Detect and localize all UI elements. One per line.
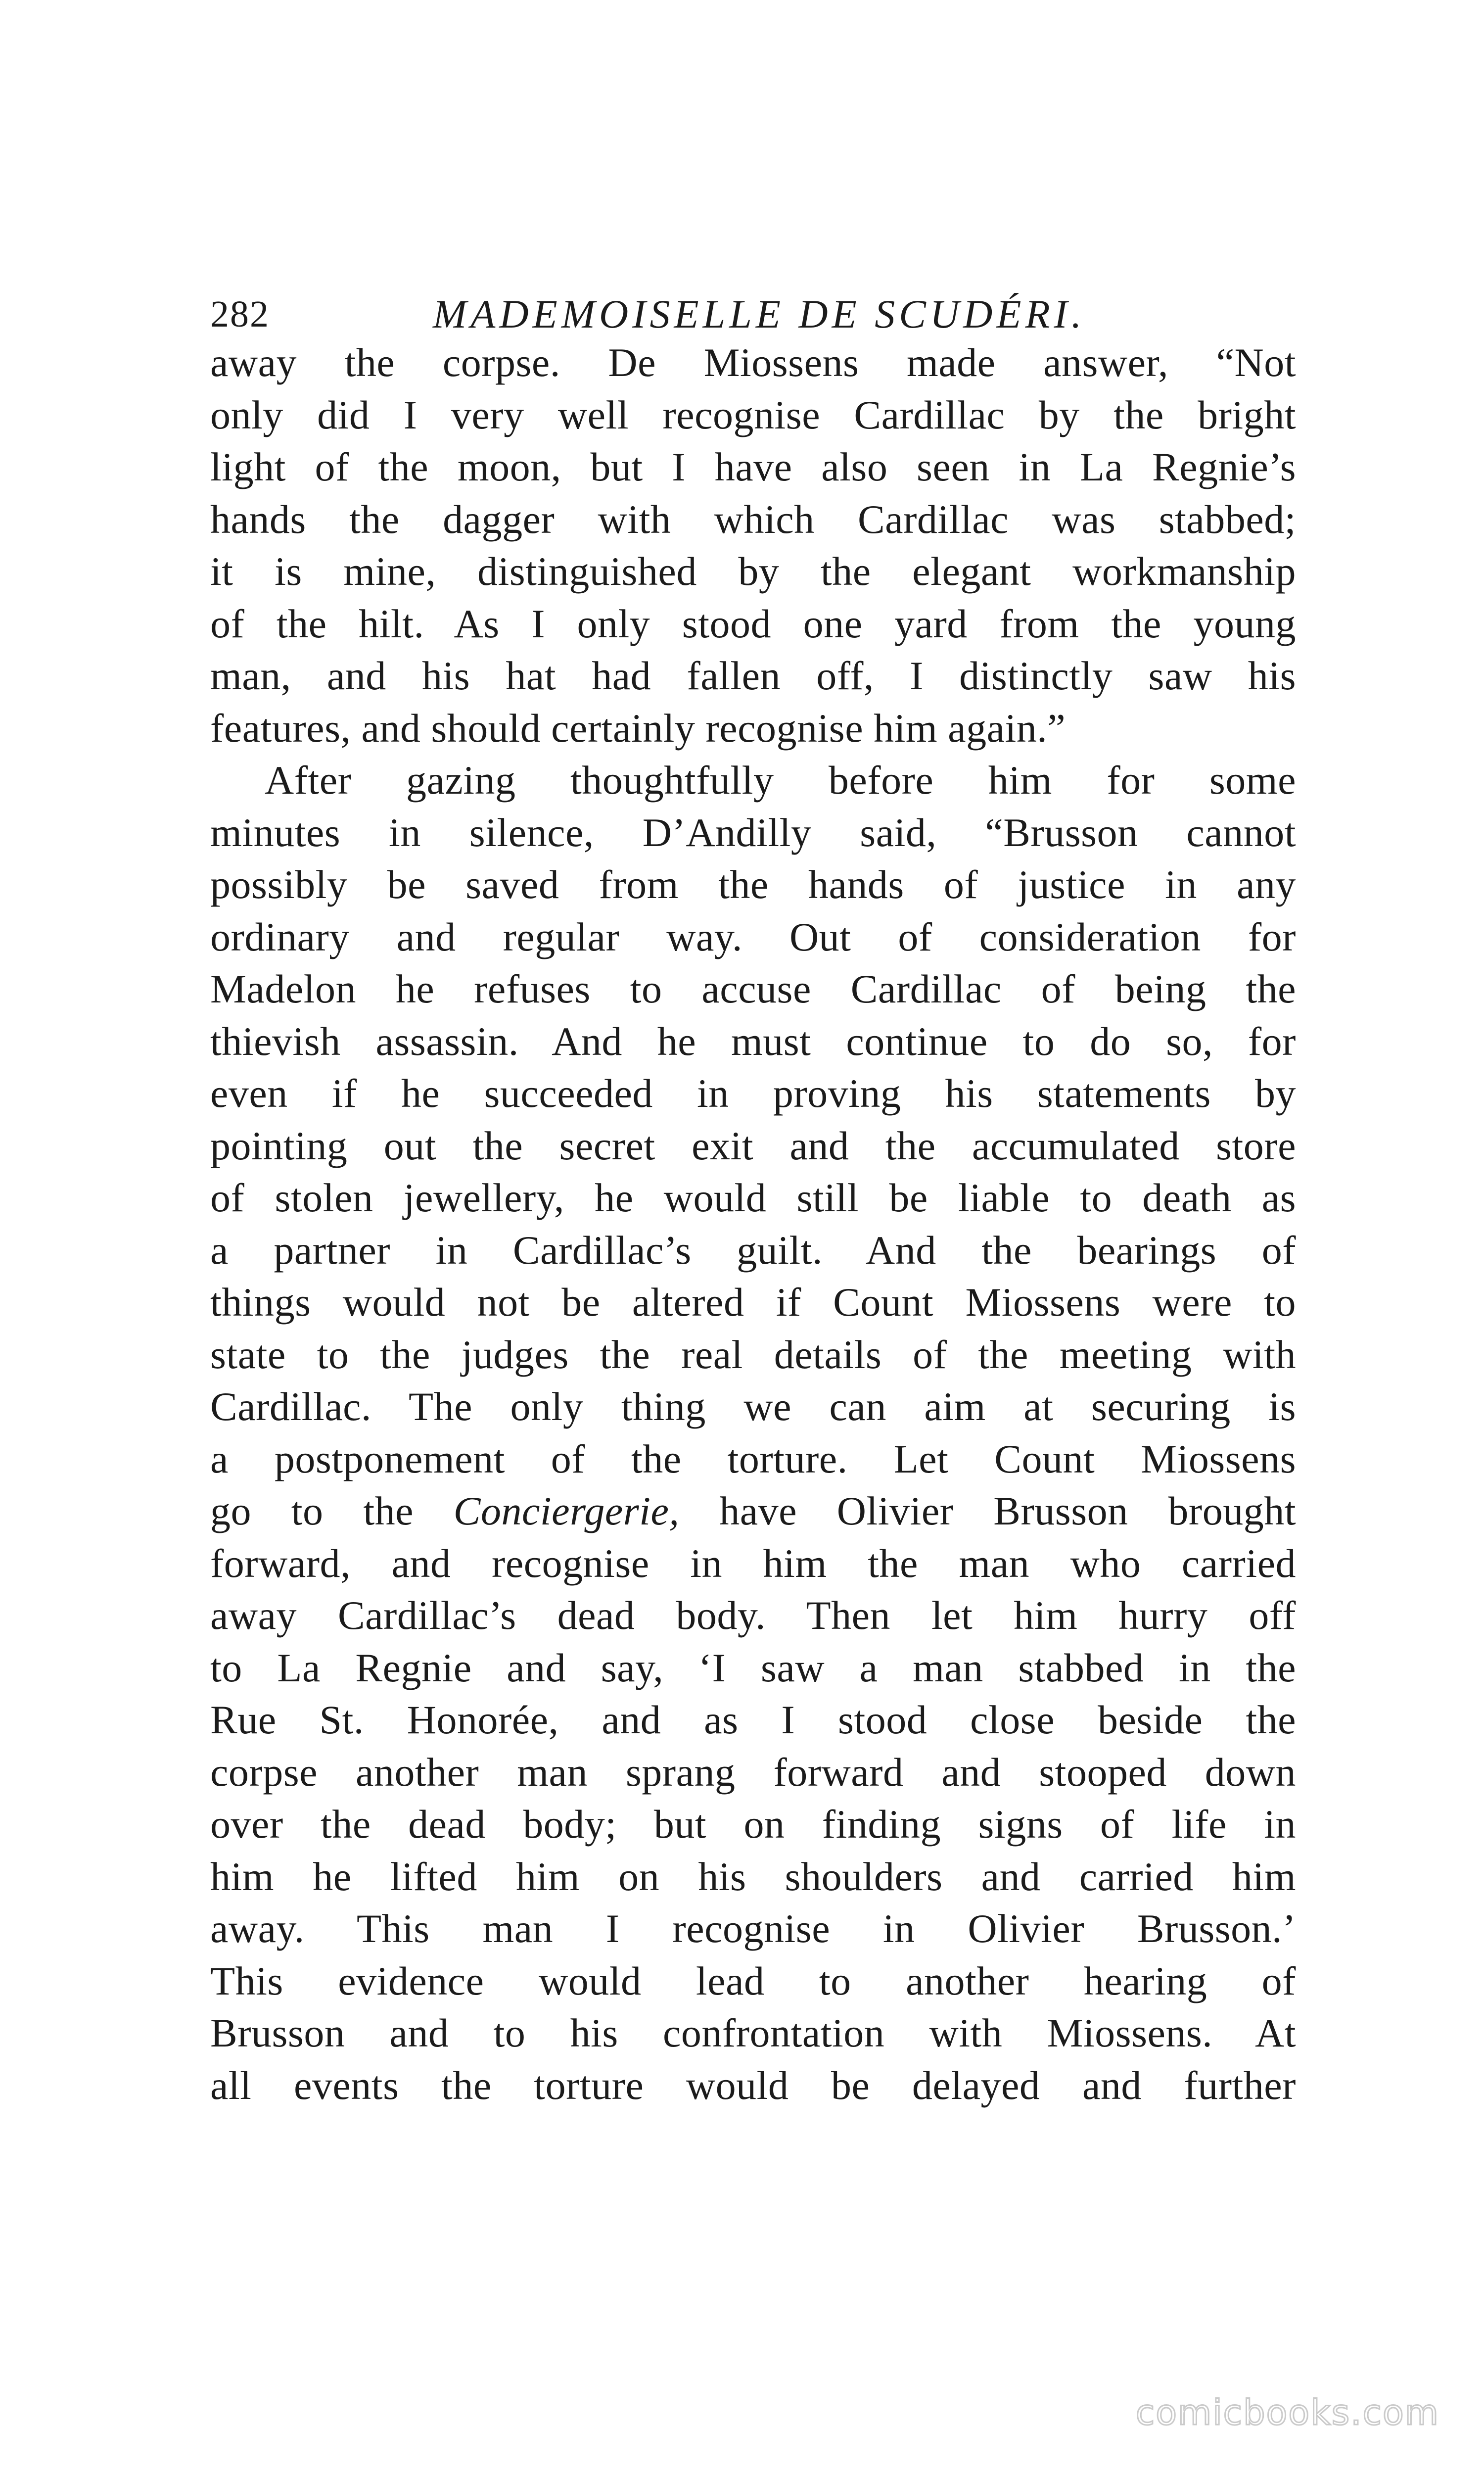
text-line: things would not be altered if Count Miossens were to — [210, 1280, 1296, 1325]
text-line: thievish assassin. And he must continue to do so, for — [210, 1018, 1296, 1064]
text-line: ordinary and regular way. Out of consideration for — [210, 914, 1296, 959]
text-line: only did I very well recognise Cardillac by the bright — [210, 392, 1296, 437]
text-line: forward, and recognise in him the man who carried — [210, 1540, 1296, 1586]
text-line: him he lifted him on his shoulders and carried him — [210, 1854, 1296, 1899]
text-line: This evidence would lead to another hearing of — [210, 1958, 1296, 2003]
text-line: man, and his hat had fallen off, I distinctly saw his — [210, 653, 1296, 698]
text-line — [210, 1485, 1296, 1537]
text-line: over the dead body; but on finding signs of life in — [210, 1802, 1296, 1847]
text-line: away Cardillac’s dead body. Then let him hurry off — [210, 1593, 1296, 1638]
text-line: even if he succeeded in proving his statements by — [210, 1071, 1296, 1116]
text-line: it is mine, distinguished by the elegant workmanship — [210, 549, 1296, 594]
text-line: a partner in Cardillac’s guilt. And the bearings of — [210, 1227, 1296, 1273]
text-line: minutes in silence, D’Andilly said, “Brusson cannot — [210, 809, 1296, 855]
running-title: MADEMOISELLE DE SCUDÉRI. — [433, 291, 1086, 336]
text-line: all events the torture would be delayed and further — [210, 2062, 1296, 2108]
text-line: to La Regnie and say, ‘I saw a man stabbed in the — [210, 1645, 1296, 1690]
text-fragment: have Olivier Brusson brought — [679, 1488, 1296, 1533]
text-fragment: go to the — [210, 1488, 454, 1533]
text-line: Brusson and to his confrontation with Miossens. At — [210, 2010, 1296, 2055]
text-line: features, and should certainly recognise him again.” — [210, 705, 1066, 751]
text-line: a postponement of the torture. Let Count Miossens — [210, 1436, 1296, 1481]
text-line: pointing out the secret exit and the accumulated store — [210, 1123, 1296, 1168]
watermark: comicbooks.com — [1135, 2392, 1439, 2433]
page-number: 282 — [210, 293, 270, 335]
text-line: Madelon he refuses to accuse Cardillac of being the — [210, 966, 1296, 1011]
text-line: Cardillac. The only thing we can aim at securing is — [210, 1384, 1296, 1429]
italic-place-name: Conciergerie, — [453, 1488, 680, 1533]
text-line: of the hilt. As I only stood one yard from the young — [210, 601, 1296, 646]
text-line: state to the judges the real details of the meeting with — [210, 1332, 1296, 1377]
text-line: possibly be saved from the hands of justice in any — [210, 862, 1296, 907]
text-line: of stolen jewellery, he would still be liable to death as — [210, 1175, 1296, 1220]
text-line: away the corpse. De Miossens made answer, “Not — [210, 340, 1296, 385]
text-line: corpse another man sprang forward and stooped down — [210, 1749, 1296, 1795]
text-line: Rue St. Honorée, and as I stood close beside the — [210, 1697, 1296, 1742]
text-line: hands the dagger with which Cardillac was stabbed; — [210, 496, 1296, 542]
body-text — [210, 336, 1296, 2111]
text-line: light of the moon, but I have also seen in La Regnie’s — [210, 444, 1296, 489]
text-line: away. This man I recognise in Olivier Brusson.’ — [210, 1906, 1296, 1951]
paragraph-start-line: After gazing thoughtfully before him for some — [265, 758, 1296, 803]
